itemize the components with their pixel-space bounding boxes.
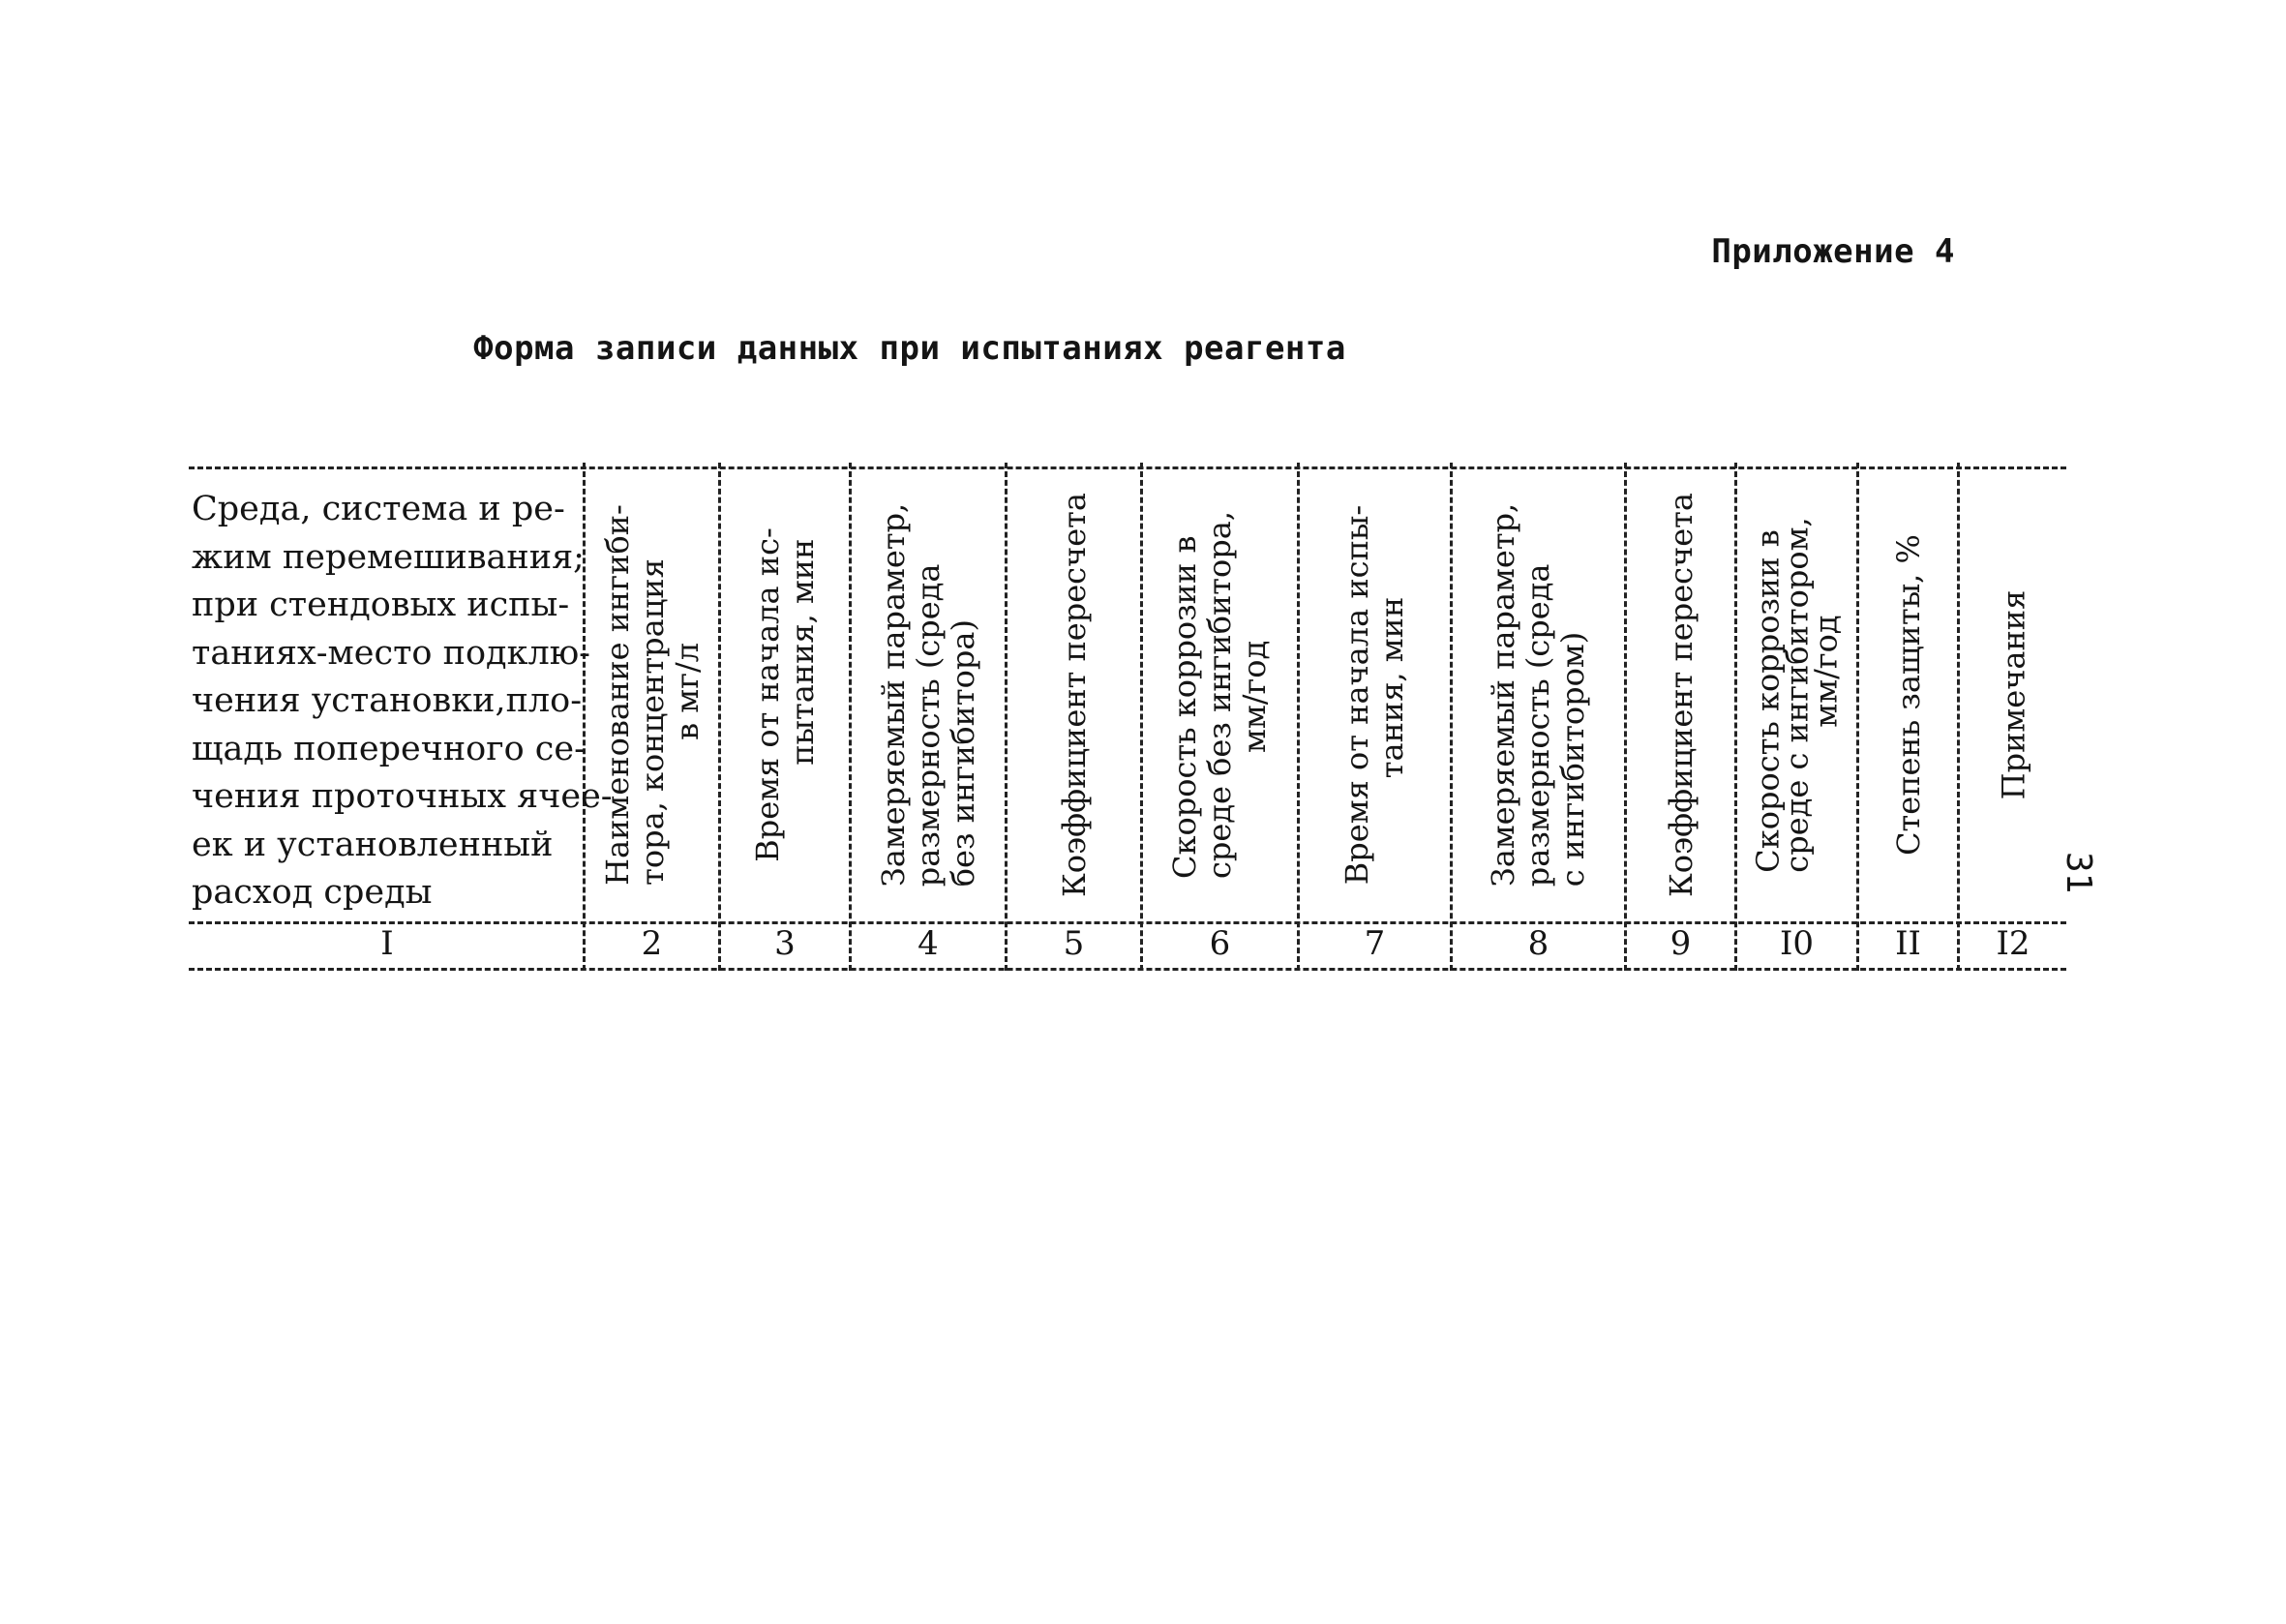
header-cell-notes [1960,474,2066,915]
header-line: среде без ингибитора, [1201,510,1239,879]
header-line: размерность (среда [1519,562,1557,887]
header-line: тания, мин [1373,596,1411,778]
header-cell-coefficient-2 [1627,474,1734,915]
column-number: I0 [1779,924,1815,963]
column-number: 3 [774,924,796,963]
header-line: пытания, мин [784,537,822,766]
header-cell-coefficient [1008,474,1140,915]
header-line: мм/год [1807,614,1845,728]
header-line: ек и установленный [192,825,554,864]
header-line: при стендовых испы- [192,586,570,624]
header-line: жим перемешивания; [192,537,585,577]
header-line: тора, концентрация [633,557,671,886]
header-line: с ингибитором) [1554,631,1592,887]
header-line: расход среды [192,873,433,912]
header-cell-corrosion-with [1737,474,1856,915]
column-number: 6 [1209,924,1231,963]
header-line: Замеряемый параметр, [875,502,912,887]
header-line: без ингибитора) [945,618,981,887]
header-cell-test-time [1300,474,1450,915]
header-line: Наименование ингиби- [598,503,636,886]
header-line: мм/год [1236,640,1274,753]
header-line: щадь поперечного се- [192,729,586,768]
header-line: Степень защиты, % [1889,533,1927,856]
header-line: среде с ингибитором, [1778,516,1816,873]
column-number: I [380,924,394,963]
appendix-label: Приложение 4 [1711,232,1955,271]
header-line: Коэффициент пересчета [1662,492,1699,897]
column-number: 8 [1527,924,1549,963]
header-line: чения установки,пло- [192,681,583,720]
column-number: 4 [917,924,939,963]
header-cell-parameter-without [852,474,1005,915]
header-line: Скорость коррозии в [1749,528,1787,873]
header-line: Время от начала ис- [749,526,787,862]
column-number: 9 [1669,924,1692,963]
header-line: Коэффициент пересчета [1055,492,1093,897]
page-number: 31 [2059,852,2098,894]
header-cell-parameter-with [1453,474,1624,915]
header-line: Среда, система и ре- [192,490,565,528]
column-number: 7 [1364,924,1386,963]
header-line: Примечания [1995,589,2031,799]
header-line: в мг/л [668,642,706,740]
table-top-border [189,466,2066,469]
column-number: 5 [1063,924,1085,963]
header-line: Скорость коррозии в [1166,535,1204,879]
header-cell-protection [1859,474,1957,915]
column-number: I2 [1996,924,2030,963]
header-line: чения проточных ячее- [192,777,613,816]
header-cell-inhibitor [586,474,718,915]
header-cell-time [721,474,849,915]
header-cell-corrosion-without [1143,474,1297,915]
column-number: 2 [641,924,663,963]
form-title: Форма записи данных при испытаниях реагента [473,329,1346,368]
header-line: Замеряемый параметр, [1485,502,1522,887]
header-line: таниях-место подклю- [192,633,590,673]
table-bottom-border [189,968,2066,971]
header-cell-environment [192,486,613,912]
column-number: II [1895,924,1921,963]
header-line: Время от начала испы- [1339,504,1376,885]
header-line: размерность (среда [910,562,947,887]
